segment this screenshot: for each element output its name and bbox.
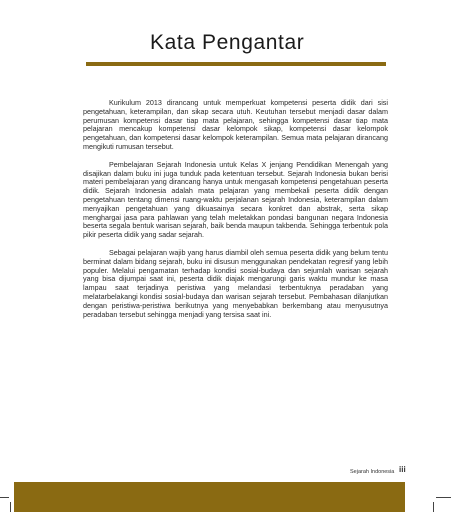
paragraph-3: Sebagai pelajaran wajib yang harus diambil oleh semua peserta didik yang belum tentu berminat dalam bidang sejarah, buku ini disusun menggunakan pendekatan regresif yang lebih populer. Melalui pengamatan terhadap kondisi sosial-budaya dan sejumlah warisan sejarah yang bisa dijumpai saat ini, peserta didik diajak mengarungi garis waktu mundur ke masa lampau saat terjadinya peristiwa yang melandasi terbentuknya peradaban yang melatarbelakangi kondisi sosial-budaya dan warisan sejarah tersebut. Pembahasan dilanjutkan dengan peristiwa-peristiwa berikutnya yang menyebabkan berkembang atau menyusutnya peradaban tersebut sehingga menjadi yang tersisa saat ini. bbox=[83, 247, 388, 319]
title-underline bbox=[86, 62, 386, 66]
crop-mark-left-vertical bbox=[10, 502, 11, 512]
body-text bbox=[83, 99, 388, 328]
footer-band bbox=[14, 482, 405, 512]
crop-mark-left-horizontal bbox=[0, 497, 9, 498]
crop-mark-right-vertical bbox=[433, 502, 434, 512]
paragraph-2: Pembelajaran Sejarah Indonesia untuk Kelas X jenjang Pendidikan Menengah yang disajikan dalam buku ini juga tunduk pada ketentuan tersebut. Sejarah Indonesia bukan berisi materi pembelajaran yang dirancang hanya untuk mengasah kompetensi pengetahuan peserta didik. Sejarah Indonesia adalah mata pelajaran yang membekali peserta didik dengan pengetahuan tentang dimensi ruang-waktu perjalanan sejarah Indonesia, keterampilan dalam menyajikan pengetahuan yang dikuasainya secara konkret dan abstrak, serta sikap menghargai jasa para pahlawan yang telah meletakkan pondasi bangunan negara Indonesia beserta segala bentuk warisan sejarah, baik benda maupun takbenda. Sehingga terbentuk pola pikir peserta didik yang sadar sejarah. bbox=[83, 159, 388, 240]
paragraph-1: Kurikulum 2013 dirancang untuk memperkuat kompetensi peserta didik dari sisi pengetahuan, keterampilan, dan sikap secara utuh. Keutuhan tersebut menjadi dasar dalam perumusan kompetensi dasar tiap mata pelajaran, sehingga kompetensi dasar tiap mata pelajaran mencakup kompetensi dasar kelompok sikap, kompetensi dasar kelompok pengetahuan, dan kompetensi dasar kelompok keterampilan. Semua mata pelajaran dirancang mengikuti rumusan tersebut. bbox=[83, 98, 388, 151]
crop-mark-right-horizontal bbox=[436, 497, 451, 498]
page-number: iii bbox=[399, 465, 406, 474]
footer-book-title: Sejarah Indonesia bbox=[350, 469, 395, 475]
page-title: Kata Pengantar bbox=[150, 31, 305, 54]
